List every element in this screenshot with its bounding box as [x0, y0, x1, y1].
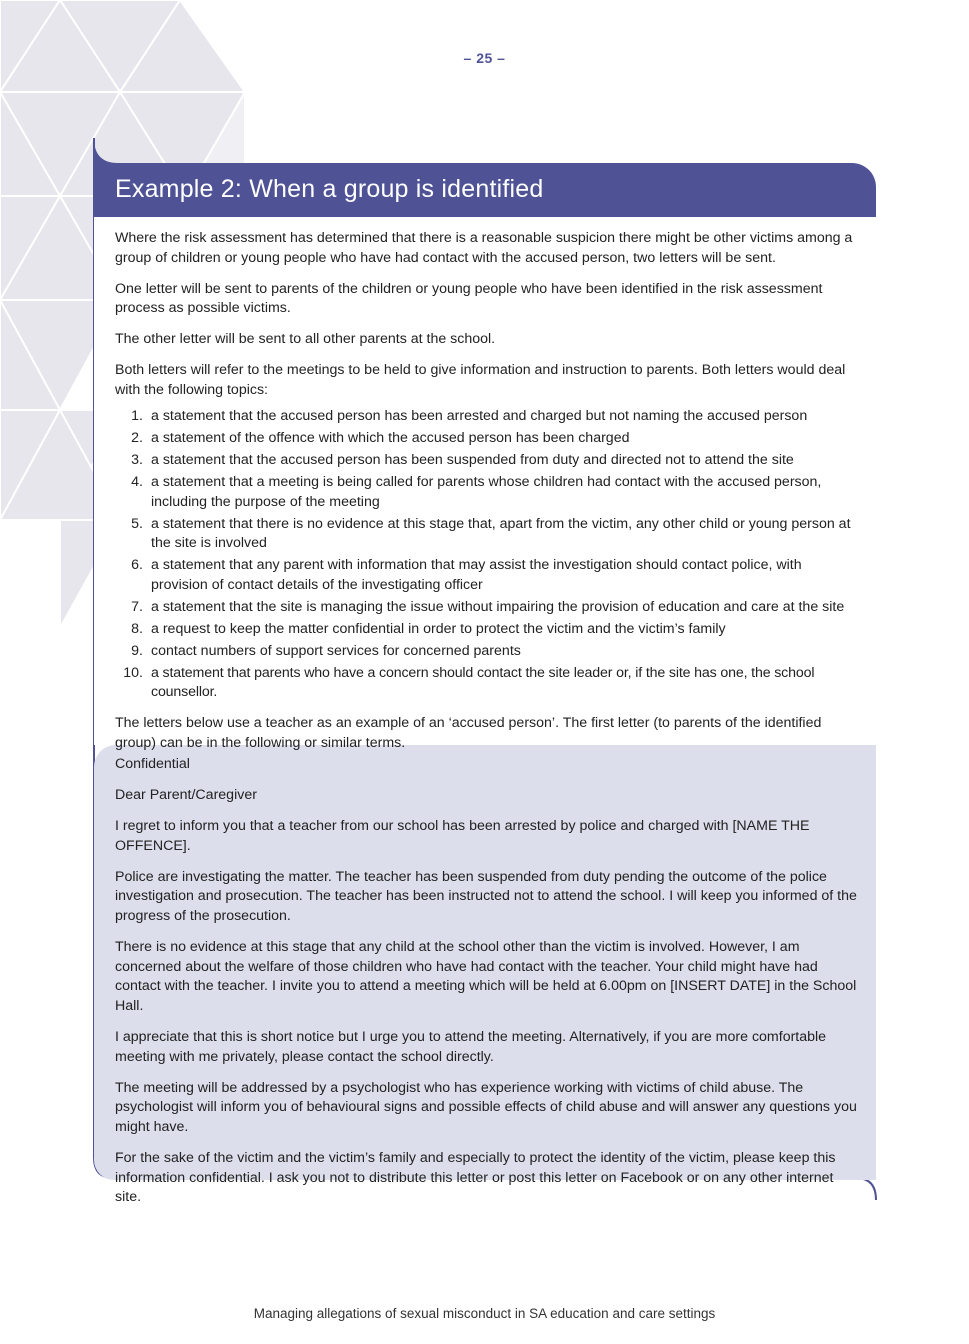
intro-paragraph: The other letter will be sent to all other parents at the school. [115, 331, 496, 348]
topic-item [115, 664, 857, 703]
topic-text: a statement that the site is managing the issue without impairing the provision of education and care at the site [151, 598, 845, 615]
topic-text: a statement that there is no evidence at this stage that, apart from the victim, any other child or young person at the site is involved [151, 515, 851, 552]
page-number: – 25 – [463, 50, 506, 66]
topic-number: 2. [131, 430, 143, 447]
topic-item [115, 451, 857, 471]
letter-paragraph: The meeting will be addressed by a psychologist who has experience working with victims of child abuse. The psychologist will inform you of behavioural signs and possible effects of child abuse and will answer any questions you might have. [115, 1079, 857, 1135]
sample-letter [115, 755, 857, 1219]
topic-text: a statement that parents who have a concern should contact the site leader or, if the site has one, the school counsellor. [151, 664, 815, 701]
letter-paragraph: There is no evidence at this stage that any child at the school other than the victim is involved. However, I am concerned about the welfare of those children who have had contact with the teacher. Your child might have had contact with the teacher. I invite you to attend a meeting which will be held at 6.00pm on [INSERT DATE] in the School Hall. [115, 939, 857, 1014]
letter-confidential: Confidential [115, 756, 190, 772]
topic-number: 7. [131, 598, 143, 615]
topic-number: 6. [131, 557, 143, 574]
topic-item [115, 473, 857, 512]
closing-paragraph: The letters below use a teacher as an example of an ‘accused person’. The first letter (to parents of the identified group) can be in the following or similar terms. [115, 715, 822, 752]
topic-text: a statement that the accused person has been suspended from duty and directed not to attend the site [151, 452, 794, 469]
topic-item [115, 556, 857, 595]
topic-item [115, 515, 857, 554]
intro-paragraph: Both letters will refer to the meetings to be held to give information and instruction to parents. Both letters would deal with the following topics: [115, 362, 846, 399]
section-header [94, 163, 876, 217]
intro-paragraph: One letter will be sent to parents of the children or young people who have been identified in the risk assessment process as possible victims. [115, 280, 823, 317]
letter-paragraph: For the sake of the victim and the victim’s family and especially to protect the identity of the victim, please keep this information confidential. I ask you not to distribute this letter or post this letter on Facebook or on any other internet site. [115, 1150, 836, 1206]
topic-item [115, 429, 857, 449]
topic-number: 10. [123, 664, 143, 681]
letter-paragraph: Police are investigating the matter. The teacher has been suspended from duty pending the outcome of the police investigation and prosecution. The teacher has been instructed not to attend the school. I will keep you informed of the progress of the prosecution. [115, 868, 857, 925]
topic-number: 8. [131, 620, 143, 637]
topic-number: 4. [131, 474, 143, 491]
page-footer: Managing allegations of sexual misconduct in SA education and care settings [253, 1306, 716, 1321]
topic-text: a statement that a meeting is being called for parents whose children had contact with the accused person, including the purpose of the meeting [151, 474, 822, 510]
topic-number: 1. [131, 408, 143, 425]
topic-item [115, 407, 857, 427]
intro-paragraph: Where the risk assessment has determined that there is a reasonable suspicion there might be other victims among a group of children or young people who have had contact with the accused person, two letters will be sent. [115, 230, 853, 266]
section-title: Example 2: When a group is identified [115, 175, 544, 203]
topic-text: a statement that the accused person has been arrested and charged but not naming the accused person [151, 408, 808, 425]
letter-paragraph: I appreciate that this is short notice but I urge you to attend the meeting. Alternatively, if you are more comfortable meeting with me privately, please contact the school directly. [115, 1029, 827, 1065]
letter-salutation: Dear Parent/Caregiver [115, 787, 257, 804]
topic-number: 5. [131, 515, 143, 532]
topic-text: a request to keep the matter confidential in order to protect the victim and the victim’s family [151, 620, 726, 637]
topic-item [115, 620, 857, 640]
topic-number: 3. [131, 452, 143, 469]
topics-list [115, 407, 857, 703]
topic-text: a statement of the offence with which the accused person has been charged [151, 430, 630, 447]
letter-paragraph: I regret to inform you that a teacher from our school has been arrested by police and charged with [NAME THE OFFENCE]. [115, 818, 810, 854]
topic-text: contact numbers of support services for concerned parents [151, 642, 521, 659]
intro-text [115, 229, 857, 765]
topic-text: a statement that any parent with information that may assist the investigation should contact police, with provision of contact details of the investigating officer [151, 557, 802, 593]
topic-number: 9. [131, 642, 143, 659]
topic-item [115, 598, 857, 618]
topic-item [115, 642, 857, 662]
